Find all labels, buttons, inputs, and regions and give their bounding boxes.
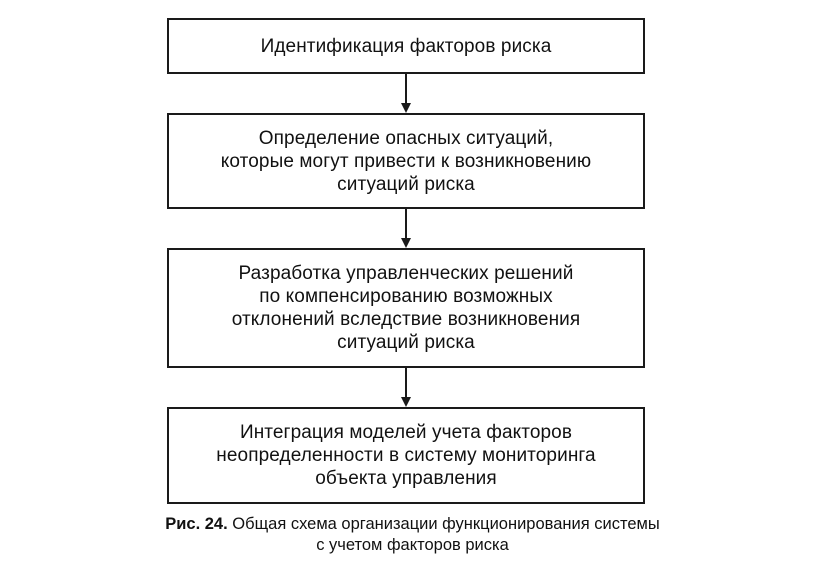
step-text: Разработка управленческих решений по компенсированию возможных отклонений вследствие возникновения ситуаций риска bbox=[231, 263, 581, 353]
step-text: Идентификация факторов риска bbox=[260, 35, 552, 57]
caption-line-2: с учетом факторов риска bbox=[316, 536, 509, 554]
step-box-model-integration bbox=[167, 407, 645, 504]
arrow-2-to-3 bbox=[401, 209, 411, 248]
caption-label: Рис. 24. bbox=[165, 515, 228, 533]
step-text: Интеграция моделей учета факторов неопределенности в систему мониторинга объекта управления bbox=[216, 422, 596, 489]
caption-line-1 bbox=[0, 514, 825, 535]
step-box-dangerous-situations bbox=[167, 113, 645, 209]
figure-caption bbox=[0, 514, 825, 556]
step-text: Определение опасных ситуаций, которые могут привести к возникновению ситуаций риска bbox=[220, 127, 592, 195]
caption-text-1: Общая схема организации функционирования системы bbox=[232, 515, 660, 533]
step-box-management-decisions bbox=[167, 248, 645, 368]
arrow-3-to-4 bbox=[401, 368, 411, 407]
step-box-risk-identification bbox=[167, 18, 645, 74]
arrow-1-to-2 bbox=[401, 74, 411, 113]
